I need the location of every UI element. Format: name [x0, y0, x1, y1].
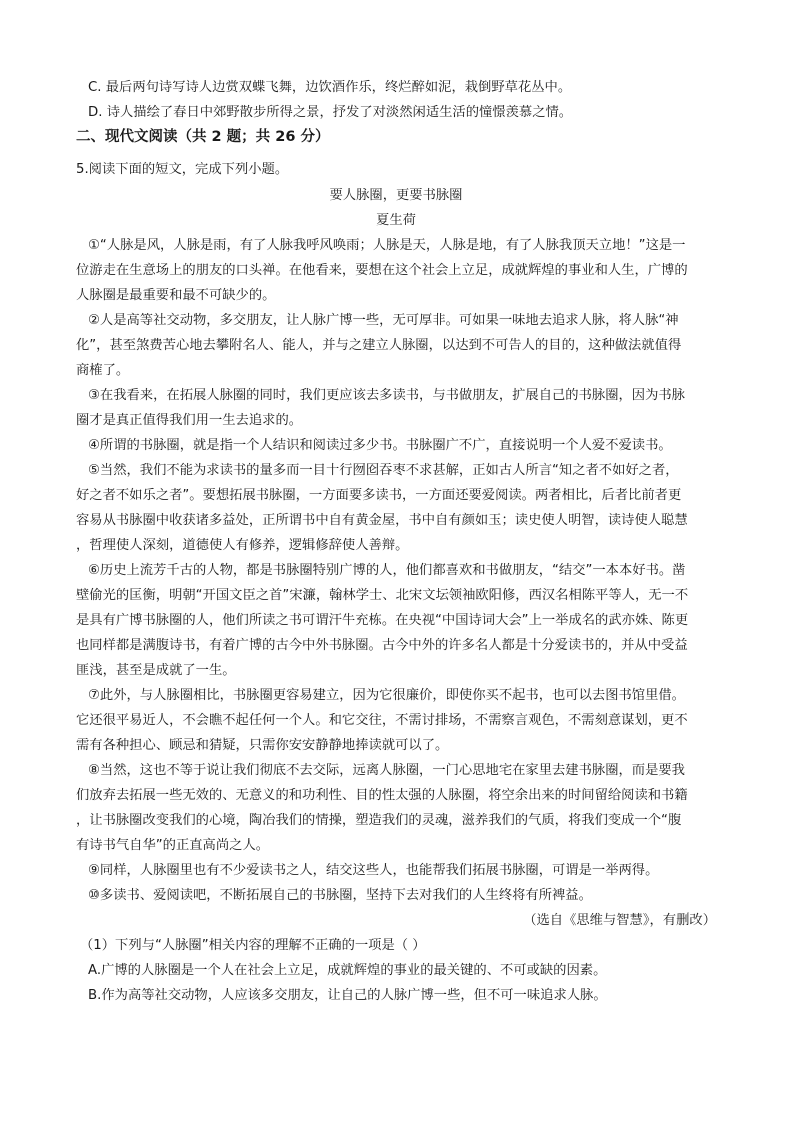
paragraph-line: ④所谓的书脉圈，就是指一个人结识和阅读过多少书。书脉圈广不广，直接说明一个人爱不爱读书。: [88, 438, 672, 453]
section-heading: 二、现代文阅读（共 2 题；共 26 分）: [76, 129, 330, 145]
paragraph-line: ⑦此外，与人脉圈相比，书脉圈更容易建立，因为它很廉价，即使你买不起书，也可以去图书馆里借。: [88, 688, 685, 703]
paragraph-line: ⑧当然，这也不等于说让我们彻底不去交际，远离人脉圈，一门心思地宅在家里去建书脉圈，而是要我: [88, 763, 685, 778]
paragraph-line: ⑨同样，人脉圈里也有不少爱读书之人，结交这些人，也能帮我们拓展书脉圈，可谓是一举两得。: [88, 863, 659, 878]
question-prompt: 5.阅读下面的短文，完成下列小题。: [76, 162, 289, 177]
paragraph-line: 壁偷光的匡衡，明朝“开国文臣之首”宋濂，翰林学士、北宋文坛领袖欧阳修，西汉名相陈平等人，无一不: [76, 588, 689, 603]
option-c: C. 最后两句诗写诗人边赏双蝶飞舞，边饮酒作乐，终烂醉如泥，栽倒野草花丛中。: [88, 80, 572, 95]
paragraph-line: 匪浅，甚至是成就了一生。: [76, 663, 236, 678]
paragraph-line: ②人是高等社交动物，多交朋友，让人脉广博一些，无可厚非。可如果一味地去追求人脉，将人脉“神: [88, 313, 679, 328]
paragraph-line: 需有各种担心、顾忌和猜疑，只需你安安静静地捧读就可以了。: [76, 738, 449, 753]
paragraph-line: ⑩多读书、爱阅读吧，不断拓展自己的书脉圈，坚持下去对我们的人生终将有所裨益。: [88, 888, 592, 903]
paragraph-line: ，让书脉圈改变我们的心境，陶冶我们的情操，塑造我们的灵魂，滋养我们的气质，将我们变成一个“腹: [76, 813, 682, 828]
article-author: 夏生荷: [376, 213, 416, 228]
paragraph-line: 有诗书气自华”的正直高尚之人。: [76, 838, 270, 853]
paragraph-line: 好之者不如乐之者”。要想拓展书脉圈，一方面要多读书，一方面还要爱阅读。两者相比，后者比前者更: [76, 488, 682, 503]
article-title: 要人脉圈，更要书脉圈: [329, 188, 463, 203]
paragraph-line: ⑤当然，我们不能为求读书的量多而一目十行囫囵吞枣不求甚解，正如古人所言“知之者不如好之者，: [88, 463, 679, 478]
source-note: （选自《思维与智慧》，有删改）: [523, 913, 716, 928]
paragraph-line: 人脉圈是最重要和最不可缺少的。: [76, 288, 276, 303]
answer-option-a: A.广博的人脉圈是一个人在社会上立足，成就辉煌的事业的最关键的、不可或缺的因素。: [88, 963, 607, 978]
answer-option-b: B.作为高等社交动物，人应该多交朋友，让自己的人脉广博一些，但不可一味追求人脉。: [88, 988, 607, 1003]
paragraph-line: 它还很平易近人，不会瞧不起任何一个人。和它交往，不需讨排场，不需察言观色，不需刻意谋划，更不: [76, 713, 688, 728]
paragraph-line: 化”，甚至煞费苦心地去攀附名人、能人，并与之建立人脉圈，以达到不可告人的目的，这种做法就值得: [76, 338, 682, 353]
paragraph-line: 是具有广博书脉圈的人，他们所读之书可谓汗牛充栋。在央视“中国诗词大会”上一举成名的武亦姝、陈更: [76, 613, 689, 628]
paragraph-line: 位游走在生意场上的朋友的口头禅。在他看来，要想在这个社会上立足，成就辉煌的事业和人生，广博的: [76, 263, 688, 278]
paragraph-line: ①“人脉是风，人脉是雨，有了人脉我呼风唤雨；人脉是天，人脉是地，有了人脉我顶天立地！”这是一: [88, 238, 686, 253]
paragraph-line: 们放弃去拓展一些无效的、无意义的和功利性、目的性太强的人脉圈，将空余出来的时间留给阅读和书籍: [76, 788, 688, 803]
paragraph-line: ③在我看来，在拓展人脉圈的同时，我们更应该去多读书，与书做朋友，扩展自己的书脉圈，因为书脉: [88, 388, 685, 403]
option-d: D. 诗人描绘了春日中郊野散步所得之景，抒发了对淡然闲适生活的憧憬羡慕之情。: [88, 105, 573, 120]
paragraph-line: 也同样都是满腹诗书，有着广博的古今中外书脉圈。古今中外的许多名人都是十分爱读书的，并从中受益: [76, 638, 688, 653]
sub-question: （1）下列与“人脉圈”相关内容的理解不正确的一项是（ ）: [80, 938, 426, 953]
paragraph-line: 容易从书脉圈中收获诸多益处，正所谓书中自有黄金屋，书中自有颜如玉；读史使人明智，读诗使人聪慧: [76, 513, 688, 528]
paragraph-line: 商榷了。: [76, 363, 130, 378]
paragraph-line: ⑥历史上流芳千古的人物，都是书脉圈特别广博的人，他们都喜欢和书做朋友，“结交”一本本好书。凿: [88, 563, 686, 578]
paragraph-line: 圈才是真正值得我们用一生去追求的。: [76, 413, 303, 428]
paragraph-line: ，哲理使人深刻，道德使人有修养，逻辑修辞使人善辩。: [76, 538, 409, 553]
